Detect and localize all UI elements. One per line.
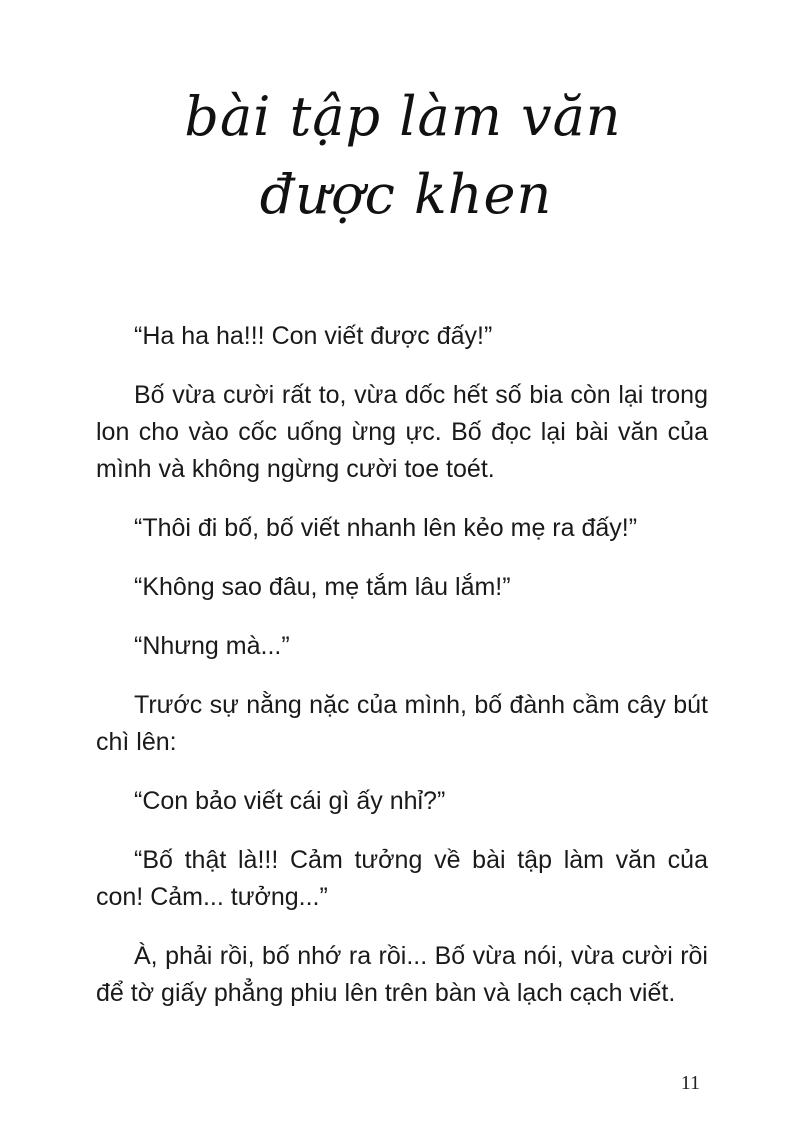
paragraph: Bố vừa cười rất to, vừa dốc hết số bia còn lại trong lon cho vào cốc uống ừng ực. Bố đọc lại bài văn của mình và không ngừng cười toe toét. [96,381,708,483]
chapter-title [0,78,800,234]
paragraph: “Thôi đi bố, bố viết nhanh lên kẻo mẹ ra đấy!” [134,514,638,542]
page-number: 11 [680,1072,700,1094]
paragraph: “Không sao đâu, mẹ tắm lâu lắm!” [134,573,511,601]
paragraph: “Con bảo viết cái gì ấy nhỉ?” [134,787,446,815]
paragraph: “Bố thật là!!! Cảm tưởng về bài tập làm văn của con! Cảm... tưởng...” [96,846,708,911]
paragraph: Trước sự nằng nặc của mình, bố đành cầm cây bút chì lên: [96,691,708,756]
chapter-title-line-2: được khen [259,163,553,226]
paragraph: À, phải rồi, bố nhớ ra rồi... Bố vừa nói, vừa cười rồi để tờ giấy phẳng phiu lên trên bàn và lạch cạch viết. [96,942,708,1007]
paragraph: “Ha ha ha!!! Con viết được đấy!” [134,322,493,350]
paragraph: “Nhưng mà...” [134,632,290,660]
body-text [96,318,708,1034]
chapter-title-line-1: bài tập làm văn [184,85,622,148]
